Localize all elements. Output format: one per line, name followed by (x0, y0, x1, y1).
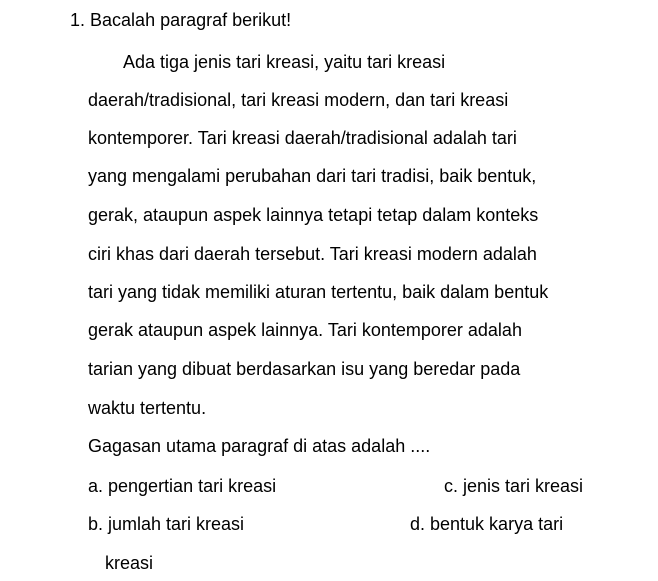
paragraph-line: gerak, ataupun aspek lainnya tetapi tetap dalam konteks (88, 205, 539, 225)
question-prompt: Gagasan utama paragraf di atas adalah .... (88, 436, 431, 456)
paragraph-line: tarian yang dibuat berdasarkan isu yang beredar pada (88, 359, 521, 379)
paragraph-line: gerak ataupun aspek lainnya. Tari kontemporer adalah (88, 320, 522, 340)
paragraph-line: waktu tertentu. (88, 398, 207, 418)
option-d-continued: kreasi (105, 553, 154, 573)
option-c[interactable]: c. jenis tari kreasi (444, 476, 584, 496)
question-number: 1. (70, 10, 86, 30)
paragraph-line: tari yang tidak memiliki aturan tertentu, baik dalam bentuk (88, 282, 549, 302)
paragraph-line: kontemporer. Tari kreasi daerah/tradisional adalah tari (88, 128, 517, 148)
paragraph-line: daerah/tradisional, tari kreasi modern, dan tari kreasi (88, 90, 509, 110)
option-b[interactable]: b. jumlah tari kreasi (88, 514, 245, 534)
option-d[interactable]: d. bentuk karya tari (410, 514, 564, 534)
question-instruction: Bacalah paragraf berikut! (90, 10, 292, 30)
question-heading (70, 8, 291, 32)
paragraph-line: Ada tiga jenis tari kreasi, yaitu tari kreasi (123, 52, 446, 72)
paragraph-line: yang mengalami perubahan dari tari tradisi, baik bentuk, (88, 166, 537, 186)
option-a[interactable]: a. pengertian tari kreasi (88, 476, 277, 496)
paragraph-line: ciri khas dari daerah tersebut. Tari kreasi modern adalah (88, 244, 537, 264)
